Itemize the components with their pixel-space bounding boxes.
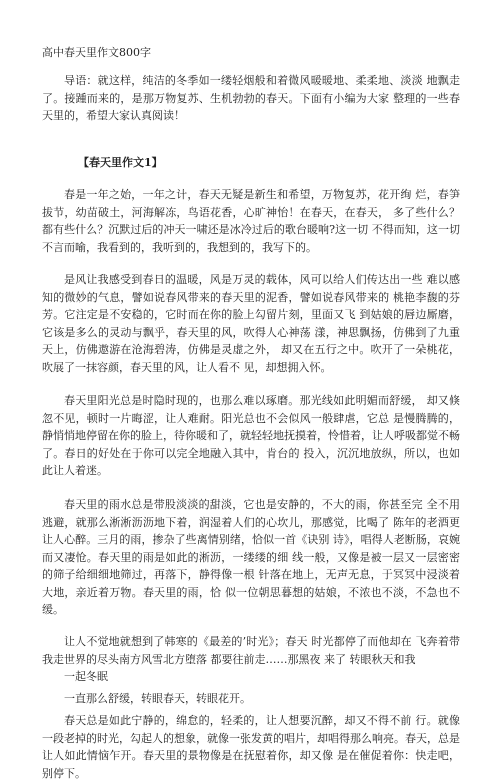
paragraph-1: 春是一年之始，一年之计，春天无疑是新生和希望，万物复苏，花开绚 烂，春笋拔节，幼苗破土，河海解冻，鸟语花香，心旷神怡！在春天，在春天， 多了些什么？都有些什么？沉默过后的冲天一啸还是冰冷过后的歌台暖响?这一切 不得而知，这一切不言而喻，我看到的，我听到的，我想到的，我写下的。 — [42, 188, 460, 254]
paragraph-3: 春天里阳光总是时隐时现的，也那么难以琢磨。那光线如此明媚而舒缓， 却又倏忽不见，顿时一片晦涩，让人难耐。阳光总也不会似风一般肆虐，它总 是慢腾腾的，静悄悄地停留在你的脸上，待你暖和了，就轻轻地抚摸着，怜惜着，让人呼吸都觉不畅了。春日的好处在于你可以完全地融入其中，肯台的 投入，沉沉地放纵，所以，也如此让人着迷。 — [42, 394, 460, 477]
paragraph-5: 让人不觉地就想到了韩寒的《最差的’时光》；春天 时光都停了而他却在 飞奔着带我走世界的尽头南方风雪北方堕落 都要往前走……那黑夜 来了 转眼秋天和我 — [42, 635, 460, 666]
paragraph-last: 春天总是如此宁静的，绵怠的，轻柔的，让人想要沉醉，却又不得不前 行。就像一段老掉的时光，勾起人的想象，就像一张发黄的唱片，却唱得那么响亮。春天，总是让人如此情恼乍开。春天里的景物像是在抚慰着你，却又像 是在催促着你：快走吧，别停下。 — [42, 714, 460, 780]
paragraph-2: 是风让我感受到春日的温暖，风是万灵的载体，风可以给人们传达出一些 难以感知的微妙的气息，譬如说春风带来的春天里的泥香，譬如说春风带来的 桃艳李馥的芬芳。它注定是不安稳的，它时而在你的脸上勾留片刻，里面又飞 到姑娘的唇边厮磨，它该是多么的灵动与飘乎，春天里的风，吹得人心神荡 漾，神思飘扬，仿佛到了九重天上，仿佛遨游在沧海碧涛，仿佛是灵虚之外， 却又在五行之中。吹开了一朵桃花，吹展了一抹容颜，春天里的风，让人看不 见，却想拥入怀。 — [42, 273, 460, 374]
section-heading: 【春天里作文1】 — [78, 156, 163, 169]
line-spring-bloom: 一直那么舒缓，转眼春天，转眼花开。 — [64, 692, 251, 705]
intro-paragraph: 导语：就这样，纯洁的冬季如一缕轻烟般和着微风暖暖地、柔柔地、淡淡 地飘走了。接踵而来的，是那万物复苏、生机勃勃的春天。下面有小编为大家 整理的一些春天里的，希望大家认真阅读！ — [42, 74, 460, 122]
paragraph-4: 春天里的雨水总是带股淡淡的甜淡，它也是安静的，不大的雨，你甚至完 全不用逃避，就那么淅淅沥沥地下着，润湿着人们的心坎儿，那感觉，比喝了 陈年的老酒更让人心醉。三月的雨，掺杂了些离情别绪，恰似一首《诀别 诗》，唱得人老断肠，哀婉而又凄怆。春天里的雨是如此的淅沥，一缕缕的细 线一般，又像是被一层又一层密密的筛子给细细地筛过，再落下，静得像一根 针落在地上，无声无息，于冥冥中浸淡着大地，亲近着万物。春天里的雨，恰 似一位朝思暮想的姑娘，不浓也不淡，不急也不缓。 — [42, 498, 460, 616]
document-title: 高中春天里作文800字 — [42, 46, 151, 59]
line-winter-sleep: 一起冬眠 — [64, 670, 108, 683]
